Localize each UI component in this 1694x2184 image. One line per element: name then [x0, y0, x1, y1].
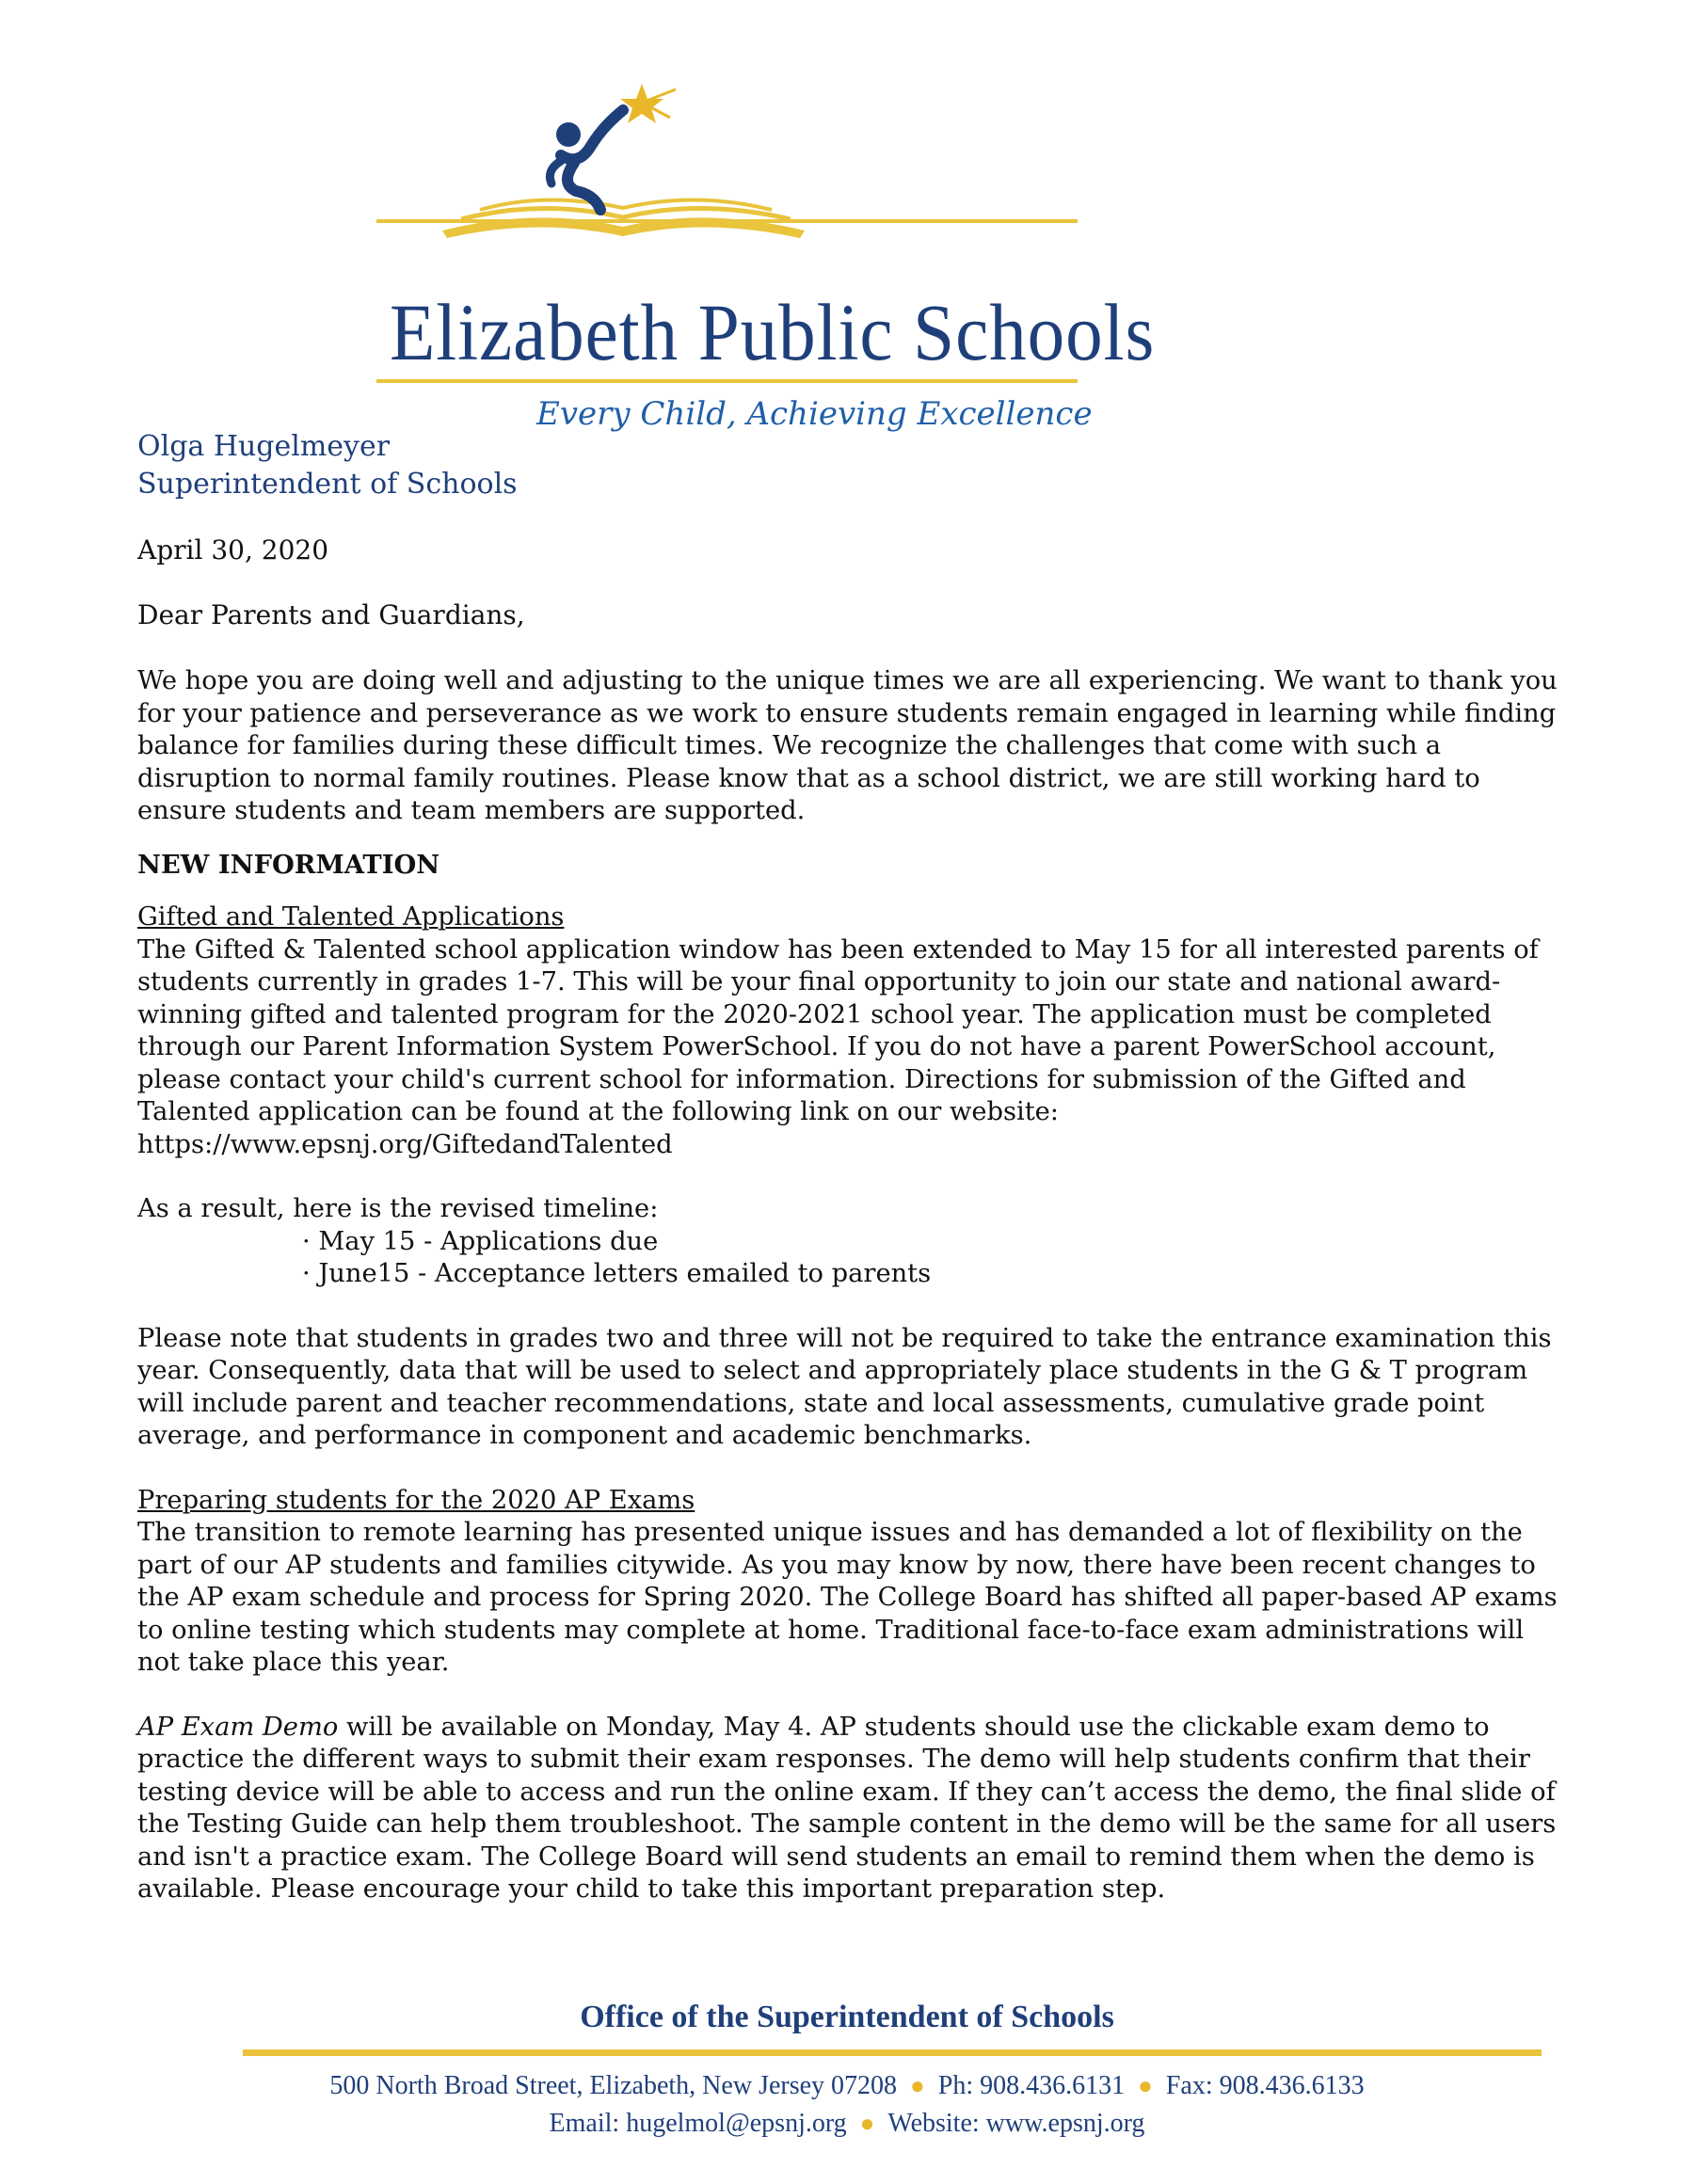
footer-website[interactable]: Website: www.epsnj.org	[887, 2109, 1145, 2138]
timeline-item: · June15 - Acceptance letters emailed to parents	[302, 1259, 932, 1288]
timeline-list	[137, 1226, 1568, 1291]
logo-top-rule	[376, 219, 1078, 223]
ap-heading: Preparing students for the 2020 AP Exams	[137, 1485, 695, 1515]
sender-name: Olga Hugelmeyer	[137, 430, 391, 463]
intro-paragraph: We hope you are doing well and adjusting to the unique times we are all experiencing. We want to thank you for your patience and perseverance as we work to ensure students remain engaged in learning while finding balance for families during these difficult times. We recognize the challenges that come with such a disruption to normal family routines. Please know that as a school district, we are still working hard to ensure students and team members are supported.	[137, 666, 1558, 825]
gt-link[interactable]: https://www.epsnj.org/GiftedandTalented	[137, 1129, 673, 1159]
footer-rule	[243, 2049, 1542, 2056]
ap-demo-label: AP Exam Demo	[137, 1712, 339, 1742]
footer-fax: Fax: 908.436.6133	[1165, 2071, 1365, 2100]
salutation: Dear Parents and Guardians,	[137, 599, 525, 630]
footer-separator: ●	[1138, 2072, 1153, 2099]
letter-date: April 30, 2020	[137, 534, 329, 566]
footer-address: 500 North Broad Street, Elizabeth, New Jersey 07208	[329, 2071, 898, 2100]
footer-phone: Ph: 908.436.6131	[937, 2071, 1126, 2100]
logo-bottom-rule	[376, 379, 1078, 383]
book-and-star-icon	[376, 80, 1129, 306]
footer-office-title: Office of the Superintendent of Schools	[580, 2000, 1114, 2034]
footer-separator: ●	[859, 2110, 875, 2137]
sender-block	[137, 428, 518, 503]
gt-paragraph	[137, 934, 1568, 1162]
gt-heading: Gifted and Talented Applications	[137, 902, 565, 932]
district-tagline: Every Child, Achieving Excellence	[536, 395, 1093, 433]
new-info-heading: NEW INFORMATION	[137, 849, 440, 880]
ap-demo-text: will be available on Monday, May 4. AP students should use the clickable exam demo to practice the different ways to submit their exam responses. The demo will help students confirm that their testing device will be able to access and run the online exam. If they can’t access the demo, the final slide of the Testing Guide can help them troubleshoot. The sample content in the demo will be the same for all users and isn't a practice exam. The College Board will send students an email to remind them when the demo is available. Please encourage your child to take this important preparation step.	[137, 1712, 1557, 1904]
letter-body	[137, 665, 1568, 1906]
footer-separator: ●	[910, 2072, 925, 2099]
timeline-item: · May 15 - Applications due	[302, 1226, 659, 1256]
ap-paragraph: The transition to remote learning has presented unique issues and has demanded a lot of flexibility on the part of our AP students and families citywide. As you may know by now, there have been recent changes to the AP exam schedule and process for Spring 2020. The College Board has shifted all paper-based AP exams to online testing which students may complete at home. Traditional face-to-face exam administrations will not take place this year.	[137, 1518, 1558, 1677]
timeline-intro: As a result, here is the revised timeline:	[137, 1194, 659, 1223]
footer-web-line	[0, 2109, 1694, 2139]
gt-paragraph-text: The Gifted & Talented school application window has been extended to May 15 for all interested parents of students currently in grades 1-7. This will be your final opportunity to join our state and national award-winning gifted and talented program for the 2020-2021 school year. The application must be completed through our Parent Information System PowerSchool. If you do not have a parent PowerSchool account, please contact your child's current school for information. Directions for submission of the Gifted and Talented application can be found at the following link on our website:	[137, 934, 1539, 1126]
ap-demo-paragraph	[137, 1712, 1568, 1906]
footer-contact-line	[0, 2071, 1694, 2101]
footer-email[interactable]: Email: hugelmol@epsnj.org	[549, 2109, 847, 2138]
sender-title: Superintendent of Schools	[137, 468, 518, 501]
gt-note-paragraph: Please note that students in grades two and three will not be required to take the entrance examination this year. Consequently, data that will be used to select and appropriately place students in the G & T program will include parent and teacher recommendations, state and local assessments, cumulative grade point average, and performance in component and academic benchmarks.	[137, 1323, 1552, 1450]
district-logo	[376, 80, 1156, 433]
district-name: Elizabeth Public Schools	[390, 287, 1156, 377]
